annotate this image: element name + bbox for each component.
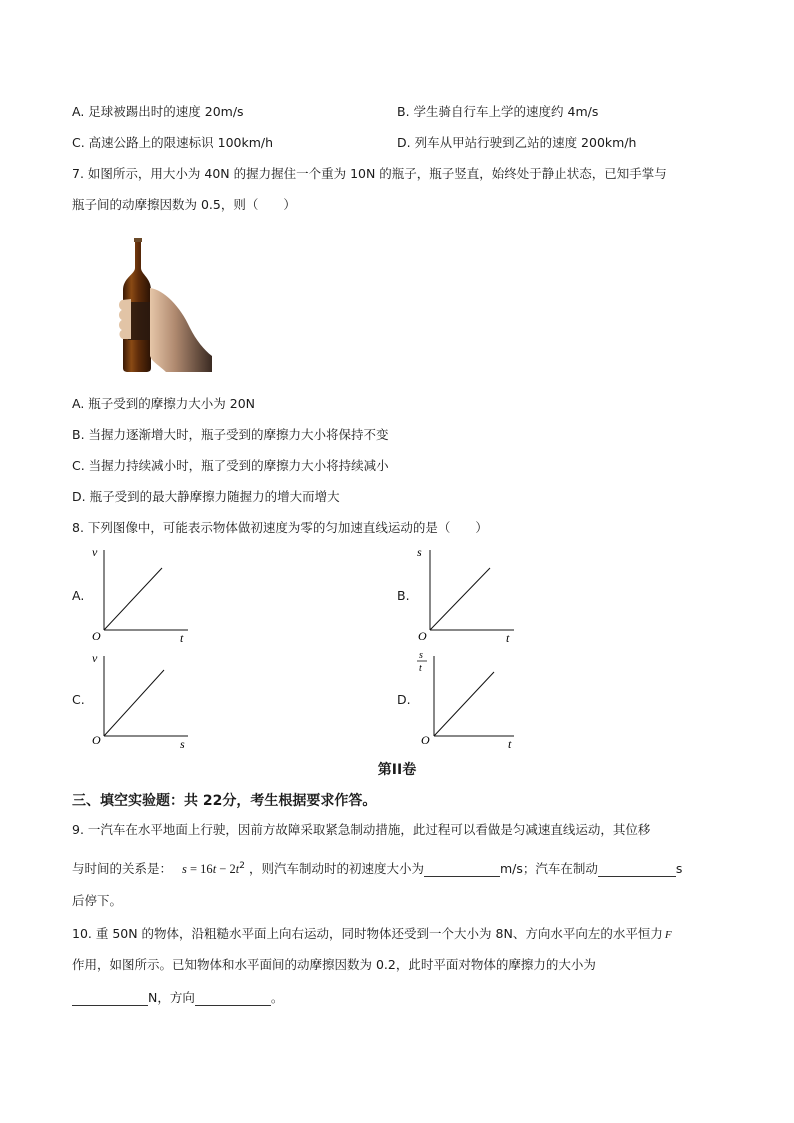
q10-blank-1[interactable] bbox=[72, 992, 148, 1006]
q6-option-c: C. 高速公路上的限速标识 100km/h bbox=[72, 135, 274, 150]
q9-blank-2[interactable] bbox=[598, 863, 676, 877]
q8-graph-d-x-label: t bbox=[508, 737, 512, 750]
q8-graph-d-y-denominator: t bbox=[419, 663, 422, 674]
q9-stem-line3: 后停下。 bbox=[72, 893, 123, 908]
q8-graph-a-y-label: v bbox=[92, 545, 98, 559]
q7-stem-line1: 7. 如图所示，用大小为 40N 的握力握住一个重为 10N 的瓶子，瓶子竖直，始终处于静止状态，已知手掌与 bbox=[72, 166, 667, 181]
q7-option-a: A. 瓶子受到的摩擦力大小为 20N bbox=[72, 396, 256, 411]
q8-graph-c-x-label: s bbox=[180, 737, 185, 750]
q7-option-b: B. 当握力逐渐增大时，瓶子受到的摩擦力大小将保持不变 bbox=[72, 427, 389, 442]
part2-title: 第II卷 bbox=[377, 762, 417, 778]
q8-graph-b-origin: O bbox=[418, 629, 427, 643]
q8-graph-a bbox=[86, 544, 196, 644]
q7-option-c: C. 当握力持续减小时，瓶了受到的摩擦力大小将持续减小 bbox=[72, 458, 389, 473]
formula-t2: t bbox=[235, 862, 240, 877]
formula-t1: t bbox=[212, 862, 217, 877]
q10-blank-2[interactable] bbox=[195, 992, 271, 1006]
q8-stem: 8. 下列图像中，可能表示物体做初速度为零的匀加速直线运动的是（ ） bbox=[72, 520, 488, 535]
q10-stem-line1 bbox=[72, 926, 672, 943]
q9-unit-1: m/s；汽车在制动 bbox=[499, 861, 598, 877]
q10-force-symbol: F bbox=[664, 929, 672, 941]
q8-graph-c-origin: O bbox=[92, 733, 101, 747]
q10-text-3b: 。 bbox=[270, 990, 284, 1005]
q8-graph-b bbox=[412, 544, 522, 644]
hand-holding-bottle-illustration bbox=[112, 236, 212, 372]
q8-option-c-label: C. bbox=[72, 692, 85, 707]
q7-stem-line2: 瓶子间的动摩擦因数为 0.5，则（ ） bbox=[72, 197, 296, 212]
q8-graph-b-x-label: t bbox=[506, 631, 510, 644]
q8-graph-d-y-numerator: s bbox=[419, 650, 423, 661]
q8-graph-d bbox=[412, 648, 522, 750]
formula-s: s bbox=[182, 862, 187, 877]
q8-graph-a-x-label: t bbox=[180, 631, 184, 644]
q9-stem-line1: 9. 一汽车在水平地面上行驶，因前方故障采取紧急制动措施，此过程可以看做是匀减速直线运动，其位移 bbox=[72, 822, 651, 837]
q6-option-d: D. 列车从甲站行驶到乙站的速度 200km/h bbox=[397, 135, 637, 150]
formula-minus: − 2 bbox=[216, 862, 236, 877]
q6-option-b: B. 学生骑自行车上学的速度约 4m/s bbox=[397, 104, 599, 119]
q10-text-3a: N，方向 bbox=[148, 990, 195, 1005]
q8-graph-b-y-label: s bbox=[417, 545, 422, 559]
q10-stem-line3 bbox=[72, 990, 283, 1006]
q10-stem-line2: 作用，如图所示。已知物体和水平面间的动摩擦因数为 0.2，此时平面对物体的摩擦力的大小为 bbox=[72, 957, 596, 972]
q8-option-b-label: B. bbox=[397, 588, 410, 603]
q9-blank-1[interactable] bbox=[424, 863, 500, 877]
q8-graph-d-origin: O bbox=[421, 733, 430, 747]
q8-graph-a-origin: O bbox=[92, 629, 101, 643]
q7-option-d: D. 瓶子受到的最大静摩擦力随握力的增大而增大 bbox=[72, 489, 340, 504]
q9-text-b: ，则汽车制动时的初速度大小为 bbox=[248, 861, 424, 877]
formula-eq: = 16 bbox=[186, 862, 213, 877]
q8-option-a-label: A. bbox=[72, 588, 85, 603]
q9-unit-2: s bbox=[675, 861, 683, 877]
q8-graph-c-y-label: v bbox=[92, 651, 98, 665]
q9-stem-line2 bbox=[72, 858, 682, 877]
section3-title: 三、填空实验题：共 22分，考生根据要求作答。 bbox=[72, 793, 377, 809]
q9-formula bbox=[182, 861, 249, 876]
q10-text-1: 10. 重 50N 的物体，沿粗糙水平面上向右运动，同时物体还受到一个大小为 8N、方向水平向左的水平恒力 bbox=[72, 926, 663, 941]
formula-exp: 2 bbox=[239, 861, 245, 871]
q8-option-d-label: D. bbox=[397, 692, 411, 707]
q9-text-a: 与时间的关系是： bbox=[72, 861, 173, 877]
q6-option-a: A. 足球被踢出时的速度 20m/s bbox=[72, 104, 244, 119]
q8-graph-c bbox=[86, 648, 196, 750]
